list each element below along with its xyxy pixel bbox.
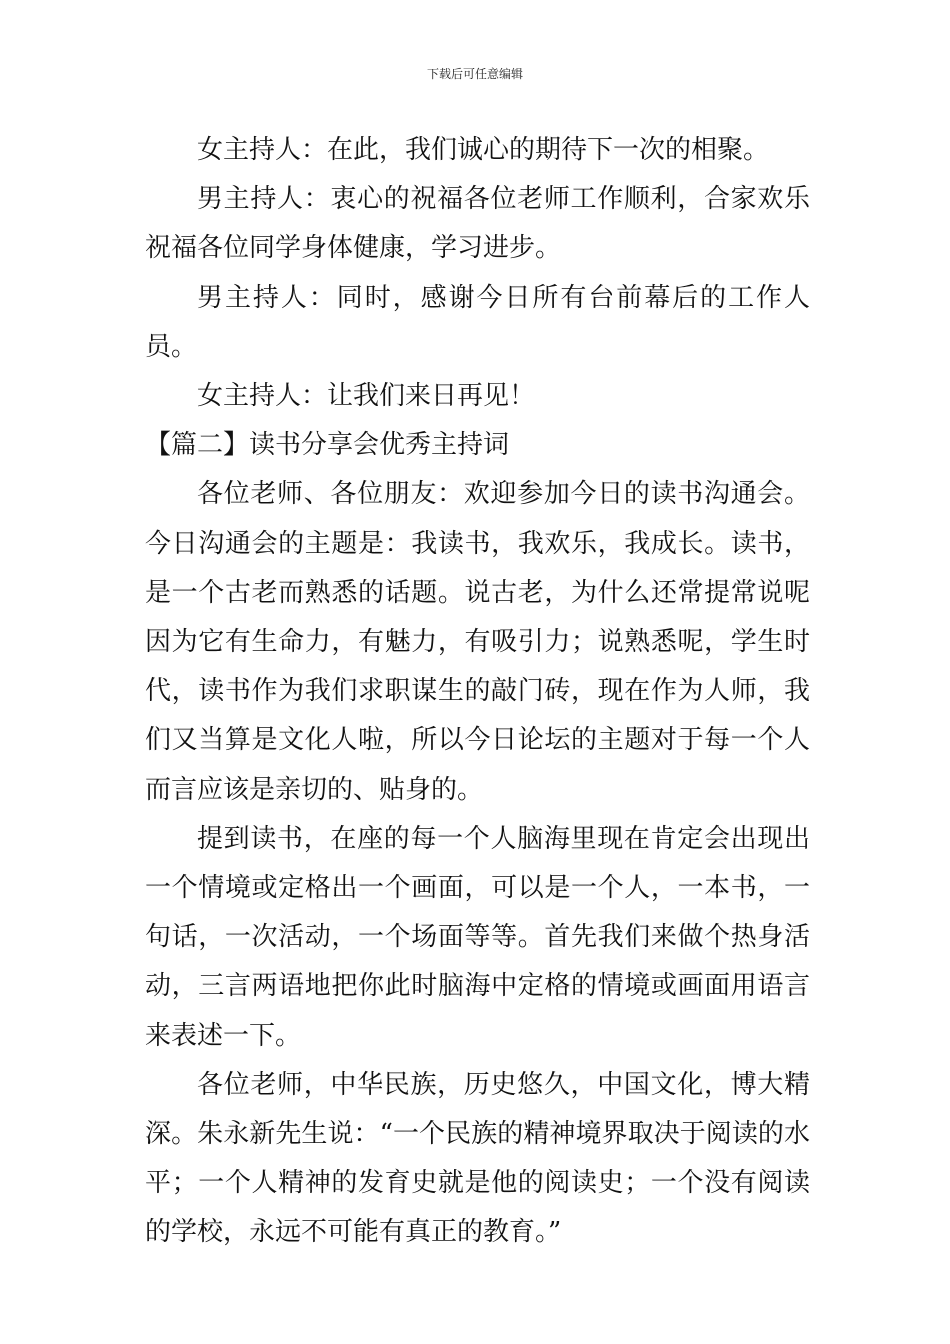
document-body <box>145 126 810 1258</box>
paragraph-closing-female-host-farewell: 女主持人：让我们来日再见！ <box>197 381 536 412</box>
paragraph-quote: 各位老师，中华民族，历史悠久，中国文化，博大精深。朱永新先生说：“一个民族的精神境界取决于阅读的水平；一个人精神的发育史就是他的阅读史；一个没有阅读的学校，永远不可能有真正的教育。” <box>145 1069 810 1248</box>
section-heading: 【篇二】读书分享会优秀主持词 <box>145 430 510 461</box>
paragraph-closing-male-host-blessing: 男主持人：衷心的祝福各位老师工作顺利，合家欢乐祝福各位同学身体健康，学习进步。 <box>145 184 810 264</box>
paragraph-warmup: 提到读书，在座的每一个人脑海里现在肯定会出现出一个情境或定格出一个画面，可以是一个人，一本书，一句话，一次活动，一个场面等等。首先我们来做个热身活动，三言两语地把你此时脑海中定格的情境或画面用语言来表述一下。 <box>145 823 810 1051</box>
paragraph-welcome: 各位老师、各位朋友：欢迎参加今日的读书沟通会。今日沟通会的主题是：我读书，我欢乐，我成长。读书，是一个古老而熟悉的话题。说古老，为什么还常提常说呢因为它有生命力，有魅力，有吸引力；说熟悉呢，学生时代，读书作为我们求职谋生的敲门砖，现在作为人师，我们又当算是文化人啦，所以今日论坛的主题对于每一个人而言应该是亲切的、贴身的。 <box>145 479 810 805</box>
paragraph-closing-male-host-thanks: 男主持人：同时，感谢今日所有台前幕后的工作人员。 <box>145 282 810 362</box>
paragraph-closing-female-host: 女主持人：在此，我们诚心的期待下一次的相聚。 <box>197 135 770 165</box>
page-header: 下载后可任意编辑 <box>426 67 523 81</box>
